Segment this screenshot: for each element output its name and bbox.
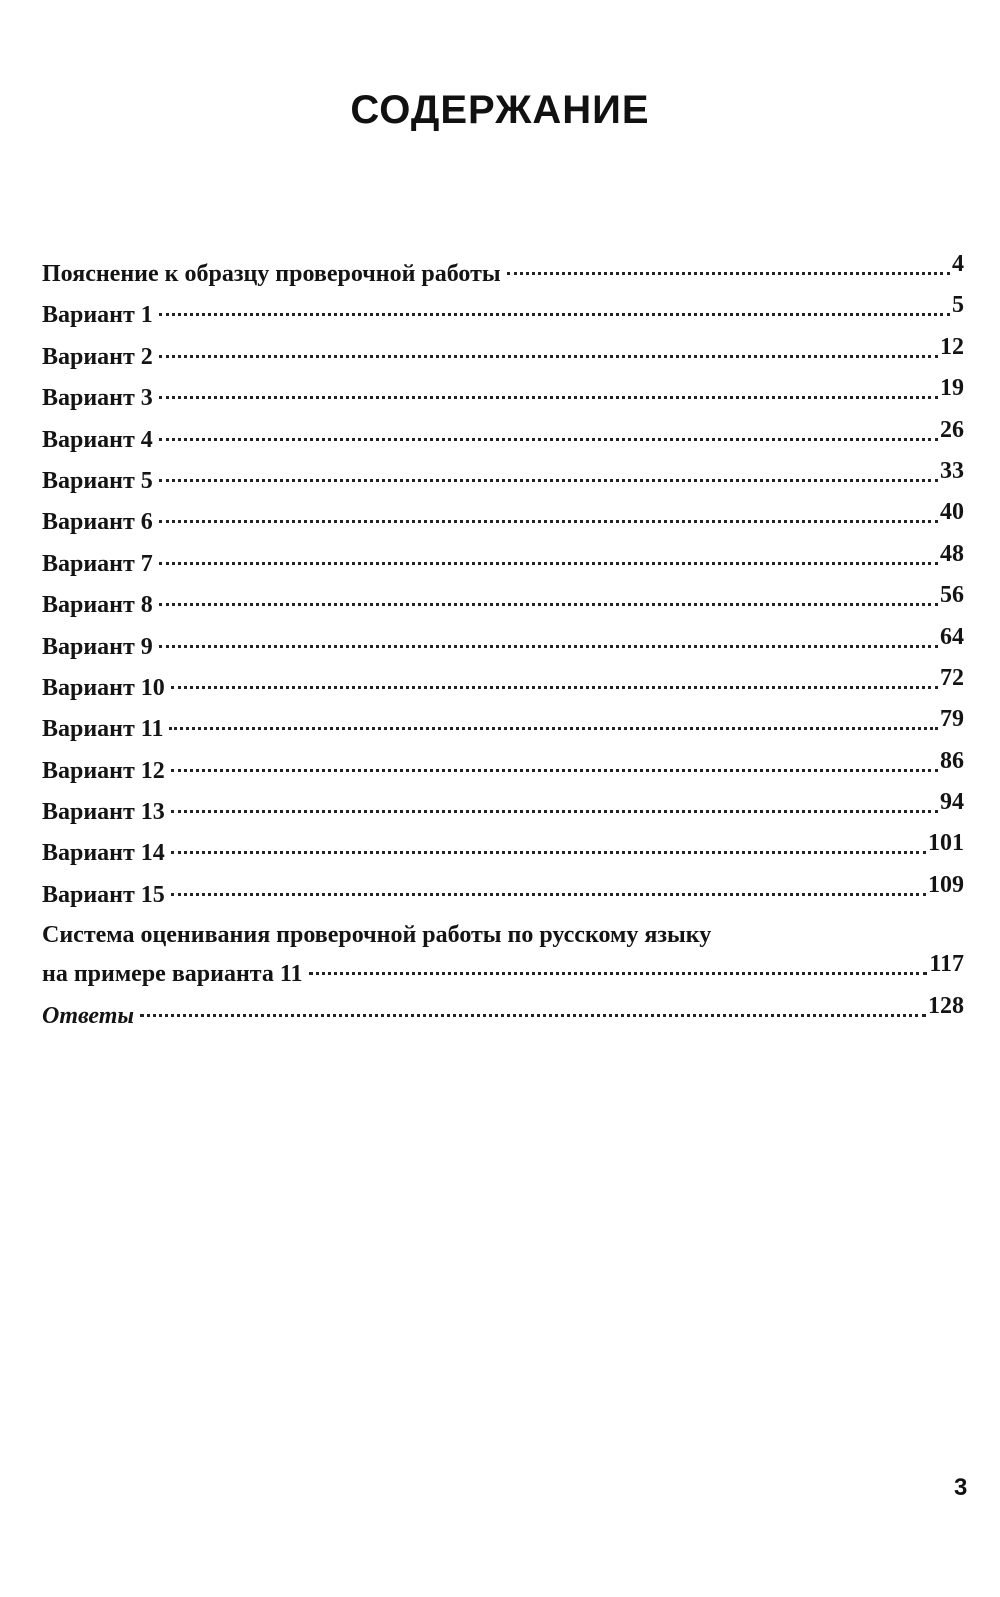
toc-entry-page: 109 (928, 871, 964, 898)
toc-entry-label: Вариант 6 (42, 509, 153, 536)
toc-entry (42, 499, 964, 543)
toc-entry-label: Вариант 11 (42, 716, 164, 743)
toc-entry (42, 664, 964, 709)
toc-entry-label: Вариант 15 (42, 881, 165, 908)
toc-entry (42, 540, 964, 585)
toc-dot-leader (169, 727, 938, 730)
toc-entry (42, 747, 964, 792)
toc-entry-label: Вариант 14 (42, 840, 165, 867)
toc-entry-page: 128 (928, 992, 964, 1019)
toc-entry-label: Вариант 5 (42, 467, 153, 494)
toc-dot-leader (171, 893, 926, 896)
toc-entry (42, 292, 964, 336)
toc-entry-page: 117 (929, 951, 964, 978)
toc-entry-label: Вариант 10 (42, 674, 165, 701)
toc-entry-page: 12 (940, 333, 964, 360)
toc-dot-leader (171, 686, 938, 689)
toc-entry-label: Ответы (42, 1002, 135, 1029)
toc-dot-leader (159, 355, 938, 358)
toc-entry-page: 40 (940, 499, 964, 526)
toc-dot-leader (159, 438, 938, 441)
table-of-contents (42, 251, 964, 1037)
toc-entry-label: Вариант 9 (42, 633, 153, 660)
toc-entry-label-continued: на примере варианта 11 (42, 961, 303, 988)
toc-dot-leader (159, 645, 938, 648)
toc-entry-label: Вариант 12 (42, 757, 165, 784)
toc-entry-page: 86 (940, 747, 964, 774)
toc-entry (42, 333, 964, 378)
toc-entry-page: 94 (940, 789, 964, 816)
toc-dot-leader (171, 851, 926, 854)
toc-dot-leader (159, 520, 938, 523)
toc-entry-page: 19 (940, 375, 964, 402)
toc-entry (42, 916, 964, 995)
toc-entry-label: Вариант 2 (42, 343, 153, 370)
toc-entry-page: 64 (940, 623, 964, 650)
toc-entry (42, 251, 964, 295)
toc-entry (42, 416, 964, 461)
toc-entry-page: 48 (940, 540, 964, 567)
toc-entry-label: Вариант 1 (42, 302, 153, 329)
toc-entry (42, 992, 964, 1037)
toc-dot-leader (171, 769, 938, 772)
toc-entry (42, 375, 964, 419)
toc-entry (42, 623, 964, 668)
toc-entry-label: Вариант 4 (42, 426, 153, 453)
toc-entry-label: Вариант 3 (42, 385, 153, 412)
toc-entry (42, 582, 964, 626)
toc-dot-leader (159, 603, 938, 606)
page-number: 3 (954, 1474, 968, 1501)
toc-entry-label: Вариант 7 (42, 550, 153, 577)
toc-entry-page: 56 (940, 582, 964, 609)
toc-entry (42, 871, 964, 916)
toc-dot-leader (507, 272, 950, 275)
toc-dot-leader (309, 972, 928, 975)
toc-dot-leader (159, 396, 938, 399)
toc-dot-leader (159, 479, 938, 482)
toc-entry-page: 26 (940, 416, 964, 443)
toc-dot-leader (140, 1014, 926, 1017)
toc-entry-page: 101 (928, 830, 964, 857)
toc-entry-label: Вариант 8 (42, 592, 153, 619)
toc-dot-leader (159, 313, 950, 316)
page-title: СОДЕРЖАНИЕ (350, 88, 650, 132)
toc-entry-page: 5 (952, 292, 964, 319)
toc-entry (42, 830, 964, 874)
toc-entry (42, 789, 964, 833)
toc-entry-page: 72 (940, 664, 964, 691)
toc-entry-page: 4 (952, 251, 964, 277)
toc-entry-page: 33 (940, 457, 964, 484)
toc-entry-label: Система оценивания проверочной работы по русскому языку (42, 922, 712, 949)
toc-entry (42, 457, 964, 502)
toc-entry-label: Пояснение к образцу проверочной работы (42, 261, 501, 287)
toc-entry-page: 79 (940, 706, 964, 733)
toc-dot-leader (171, 810, 938, 813)
toc-entry (42, 706, 964, 750)
toc-dot-leader (159, 562, 938, 565)
toc-entry-label: Вариант 13 (42, 799, 165, 826)
